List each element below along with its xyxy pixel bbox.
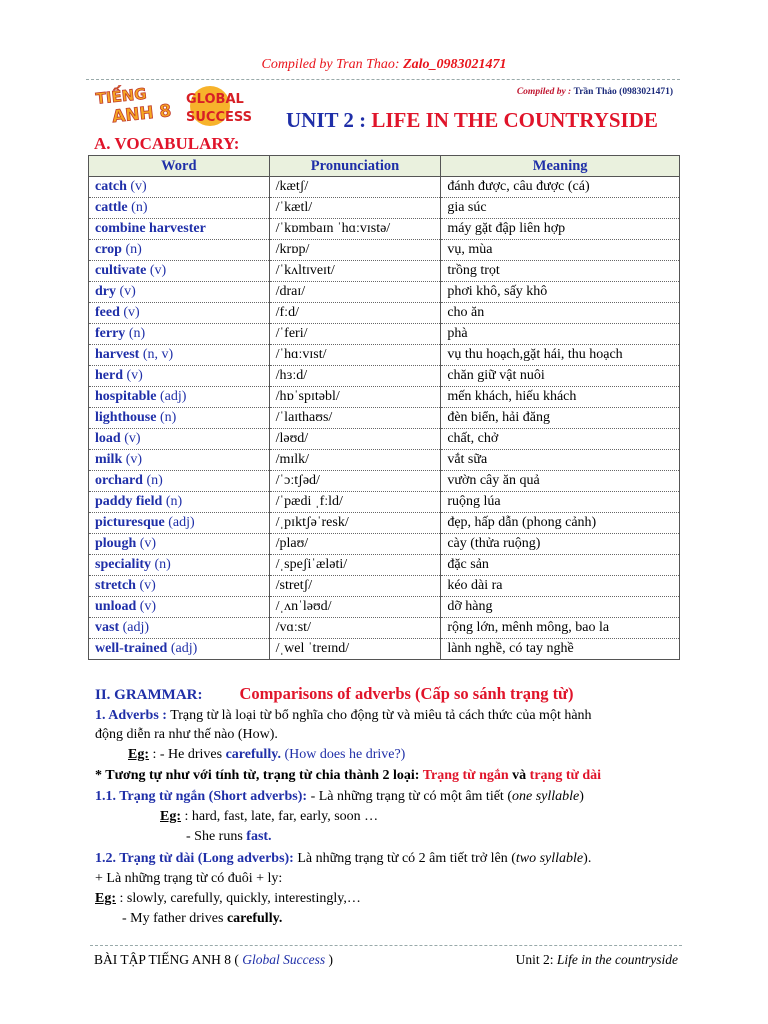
eg2-bold: fast. (246, 829, 272, 844)
footer-right (516, 952, 678, 968)
vocab-pos: (v) (122, 452, 143, 467)
vocab-row (89, 198, 680, 219)
vocab-pos: (n) (121, 242, 142, 257)
adverbs-def-line2: động diễn ra như thế nào (How). (95, 727, 278, 742)
vocab-word-cell (89, 639, 270, 660)
similar-line (95, 768, 601, 784)
vocab-body (89, 177, 680, 660)
header-divider (86, 79, 680, 80)
vocab-word-cell (89, 450, 270, 471)
vocab-row (89, 282, 680, 303)
vocab-row (89, 618, 680, 639)
vocab-meaning: phơi khô, sấy khô (441, 282, 680, 303)
zalo-contact: Zalo_0983021471 (403, 57, 507, 72)
vocab-pronunciation: /ˈpædi ˌfːld/ (269, 492, 441, 513)
grammar-heading-line (95, 684, 573, 704)
vocab-word: lighthouse (95, 410, 157, 425)
vocab-pos: (n) (162, 494, 183, 509)
vocab-row (89, 240, 680, 261)
vocab-word-cell (89, 261, 270, 282)
vocab-pronunciation: /ˈkɒmbaɪn ˈhɑːvɪstə/ (269, 219, 441, 240)
eg2-text: : hard, fast, late, far, early, soon … (181, 809, 379, 824)
eg1-text: : - He drives (149, 747, 226, 762)
footer-right-prefix: Unit 2: (515, 952, 557, 967)
footer-divider (90, 945, 682, 946)
vocab-pronunciation: /ˌspeʃiˈæləti/ (269, 555, 441, 576)
footer-left (94, 952, 333, 968)
vocab-pronunciation: /ˌpɪktʃəˈresk/ (269, 513, 441, 534)
vocab-word-cell (89, 282, 270, 303)
vocab-row (89, 261, 680, 282)
example-2-line2 (186, 829, 272, 845)
vocab-row (89, 471, 680, 492)
vocab-pronunciation: /mɪlk/ (269, 450, 441, 471)
vocab-word-cell (89, 471, 270, 492)
long-adverbs-text: Là những trạng từ có 2 âm tiết trở lên ( (293, 851, 516, 866)
short-adverbs-text: - Là những trạng từ có một âm tiết ( (307, 789, 512, 804)
vocab-meaning: gia súc (441, 198, 680, 219)
vocab-pos: (adj) (167, 641, 198, 656)
vocab-row (89, 177, 680, 198)
vocab-row (89, 303, 680, 324)
compiled-by-text: Compiled by Tran Thao: (261, 57, 404, 72)
vocab-pos: (n) (127, 200, 148, 215)
long-adverbs-italic: two syllable (515, 851, 584, 866)
eg3-label: Eg: (95, 891, 116, 906)
grammar-heading: II. GRAMMAR: (95, 687, 203, 703)
vocab-pronunciation: /hɒˈspɪtəbl/ (269, 387, 441, 408)
unit-topic: LIFE IN THE COUNTRYSIDE (371, 108, 658, 132)
vocab-word: picturesque (95, 515, 165, 530)
header-pronunciation: Pronunciation (269, 156, 441, 177)
vocab-meaning: chất, chở (441, 429, 680, 450)
vocab-meaning: dỡ hàng (441, 597, 680, 618)
vocab-word: cattle (95, 200, 128, 215)
eg1-bold: carefully. (225, 747, 281, 762)
vocab-word-cell (89, 555, 270, 576)
vocab-word: load (95, 431, 121, 446)
vocab-meaning: vụ, mùa (441, 240, 680, 261)
vocab-pos: (v) (116, 284, 136, 299)
vocab-pronunciation: /ˈhɑːvɪst/ (269, 345, 441, 366)
short-adverbs-label: 1.1. Trạng từ ngắn (Short adverbs): (95, 789, 308, 804)
vocab-word: harvest (95, 347, 140, 362)
footer-left-prefix: BÀI TẬP TIẾNG ANH 8 ( (94, 952, 243, 967)
vocab-meaning: máy gặt đập liên hợp (441, 219, 680, 240)
logo-success: SUCCESS (186, 110, 253, 125)
vocab-row (89, 555, 680, 576)
short-adverbs-italic: one syllable (511, 789, 580, 804)
eg2-line2-text: - She runs (186, 829, 247, 844)
vocab-row (89, 219, 680, 240)
vocab-word-cell (89, 219, 270, 240)
vocab-pos: (adj) (164, 515, 195, 530)
vocab-pronunciation: /hɜːd/ (269, 366, 441, 387)
vocab-word-cell (89, 387, 270, 408)
vocab-word: vast (95, 620, 120, 635)
vocab-meaning: vườn cây ăn quả (441, 471, 680, 492)
header-word: Word (89, 156, 270, 177)
vocab-pronunciation: /plaʊ/ (269, 534, 441, 555)
vocab-word: combine harvester (95, 221, 206, 236)
compiled-by-header (0, 57, 768, 73)
vocab-word: well-trained (95, 641, 168, 656)
vocab-word: crop (95, 242, 122, 257)
similar-and: và (508, 768, 530, 783)
vocab-meaning: đặc sản (441, 555, 680, 576)
compiled-small-label: Compiled by : (516, 87, 574, 97)
vocab-word-cell (89, 492, 270, 513)
vocab-word: dry (95, 284, 116, 299)
vocab-row (89, 492, 680, 513)
vocab-pronunciation: /ˌʌnˈləʊd/ (269, 597, 441, 618)
vocab-word: orchard (95, 473, 143, 488)
vocab-meaning: phà (441, 324, 680, 345)
vocab-word-cell (89, 198, 270, 219)
tieng-anh-global-success-logo (94, 84, 266, 128)
vocab-word-cell (89, 366, 270, 387)
vocab-word: cultivate (95, 263, 147, 278)
vocab-word: unload (95, 599, 137, 614)
vocabulary-heading: A. VOCABULARY: (94, 134, 240, 153)
vocab-pronunciation: /kætʃ/ (269, 177, 441, 198)
vocab-meaning: đánh được, câu được (cá) (441, 177, 680, 198)
vocab-pronunciation: /ˈkʌltɪveɪt/ (269, 261, 441, 282)
vocab-word: feed (95, 305, 120, 320)
vocab-pronunciation: /ˈkætl/ (269, 198, 441, 219)
example-3 (95, 891, 361, 907)
vocab-word-cell (89, 618, 270, 639)
header-meaning: Meaning (441, 156, 680, 177)
vocab-row (89, 408, 680, 429)
footer-left-suffix: ) (325, 952, 333, 967)
similar-short: Trạng từ ngắn (422, 768, 509, 783)
vocab-row (89, 324, 680, 345)
logo-anh8: ANH 8 (111, 101, 173, 128)
eg3-line2-text: - My father drives (122, 911, 227, 926)
vocab-pos: (v) (123, 368, 143, 383)
vocab-word-cell (89, 303, 270, 324)
footer-right-italic: Life in the countryside (556, 952, 678, 967)
vocab-word-cell (89, 513, 270, 534)
vocab-word: plough (95, 536, 137, 551)
adverbs-text1: Trạng từ là loại từ bổ nghĩa cho động từ và miêu tả cách thức của một hành (166, 708, 592, 723)
vocab-pos: (n) (151, 557, 171, 572)
vocabulary-table (88, 155, 680, 660)
vocab-word-cell (89, 408, 270, 429)
example-2 (160, 809, 378, 825)
vocab-pronunciation: /ˌwel ˈtreɪnd/ (269, 639, 441, 660)
vocab-word: paddy field (95, 494, 163, 509)
vocab-meaning: chăn giữ vật nuôi (441, 366, 680, 387)
unit-number: UNIT 2 : (286, 108, 372, 132)
vocab-pos: (n, v) (139, 347, 174, 362)
vocab-pronunciation: /ləʊd/ (269, 429, 441, 450)
example-3-line2 (122, 911, 282, 927)
vocab-pronunciation: /ˈɔːtʃəd/ (269, 471, 441, 492)
vocab-pos: (v) (146, 263, 167, 278)
vocab-row (89, 345, 680, 366)
vocab-row (89, 366, 680, 387)
vocab-pos: (v) (136, 536, 157, 551)
vocab-row (89, 534, 680, 555)
vocab-word-cell (89, 429, 270, 450)
vocab-meaning: cày (thửa ruộng) (441, 534, 680, 555)
short-adverbs-close: ) (579, 789, 584, 804)
vocab-pos: (v) (136, 599, 157, 614)
vocab-pronunciation: /ˈferi/ (269, 324, 441, 345)
vocab-row (89, 429, 680, 450)
vocab-meaning: vắt sữa (441, 450, 680, 471)
ly-line: + Là những trạng từ có đuôi + ly: (95, 871, 283, 886)
eg2-label: Eg: (160, 809, 181, 824)
vocab-meaning: kéo dài ra (441, 576, 680, 597)
vocab-pos: (v) (119, 305, 140, 320)
unit-title (286, 108, 658, 133)
vocab-pronunciation: /stretʃ/ (269, 576, 441, 597)
grammar-title: Comparisons of adverbs (Cấp so sánh trạng từ) (239, 684, 574, 703)
long-adverbs-line (95, 851, 591, 867)
vocab-pos: (v) (120, 431, 141, 446)
vocab-pronunciation: /ˈlaɪthaʊs/ (269, 408, 441, 429)
vocab-word: speciality (95, 557, 151, 572)
vocab-word: herd (95, 368, 123, 383)
vocab-word-cell (89, 240, 270, 261)
vocab-pos: (v) (135, 578, 156, 593)
vocab-row (89, 450, 680, 471)
eg1-question: (How does he drive?) (280, 747, 406, 762)
vocab-word: ferry (95, 326, 126, 341)
vocab-word-cell (89, 597, 270, 618)
vocab-pronunciation: /vɑːst/ (269, 618, 441, 639)
long-adverbs-label: 1.2. Trạng từ dài (Long adverbs): (95, 851, 294, 866)
vocab-meaning: lành nghề, có tay nghề (441, 639, 680, 660)
eg1-label: Eg: (128, 747, 149, 762)
vocab-meaning: cho ăn (441, 303, 680, 324)
vocab-word: hospitable (95, 389, 157, 404)
vocab-meaning: rộng lớn, mênh mông, bao la (441, 618, 680, 639)
logo-global: GLOBAL (186, 92, 244, 107)
vocab-meaning: mến khách, hiếu khách (441, 387, 680, 408)
vocab-word-cell (89, 576, 270, 597)
vocab-word-cell (89, 534, 270, 555)
compiled-by-small (517, 87, 673, 97)
vocab-word: milk (95, 452, 123, 467)
long-adverbs-close: ). (583, 851, 592, 866)
vocab-pos: (adj) (119, 620, 150, 635)
vocab-pos: (n) (125, 326, 146, 341)
vocab-row (89, 387, 680, 408)
example-1 (128, 747, 405, 763)
eg3-text: : slowly, carefully, quickly, interestingly,… (116, 891, 361, 906)
similar-long: trạng từ dài (529, 768, 602, 783)
vocab-header-row (89, 156, 680, 177)
similar-text: * Tương tự như với tính từ, trạng từ chia thành 2 loại: (95, 768, 423, 783)
vocab-pronunciation: /fːd/ (269, 303, 441, 324)
adverbs-def-line1 (95, 708, 592, 724)
logo-tieng: TIẾNG (94, 84, 148, 108)
vocab-pos: (adj) (156, 389, 187, 404)
vocab-meaning: vụ thu hoạch,gặt hái, thu hoạch (441, 345, 680, 366)
vocab-meaning: đèn biển, hải đăng (441, 408, 680, 429)
vocab-word: stretch (95, 578, 136, 593)
vocab-word: catch (95, 179, 127, 194)
vocab-meaning: ruộng lúa (441, 492, 680, 513)
short-adverbs-line (95, 789, 584, 805)
adverbs-label: 1. Adverbs : (95, 708, 167, 723)
eg3-bold: carefully. (226, 911, 283, 926)
vocab-word-cell (89, 324, 270, 345)
vocab-word-cell (89, 177, 270, 198)
vocab-pos: (v) (126, 179, 147, 194)
vocab-row (89, 639, 680, 660)
footer-left-italic: Global Success (242, 952, 326, 967)
vocab-row (89, 597, 680, 618)
vocab-word-cell (89, 345, 270, 366)
vocab-row (89, 576, 680, 597)
vocab-meaning: đẹp, hấp dẫn (phong cảnh) (441, 513, 680, 534)
vocab-row (89, 513, 680, 534)
vocab-pos: (n) (156, 410, 177, 425)
vocab-meaning: trồng trọt (441, 261, 680, 282)
vocab-pronunciation: /krɒp/ (269, 240, 441, 261)
vocab-pos: (n) (142, 473, 163, 488)
compiled-small-name: Trần Thảo (0983021471) (573, 87, 673, 97)
vocab-pronunciation: /draɪ/ (269, 282, 441, 303)
